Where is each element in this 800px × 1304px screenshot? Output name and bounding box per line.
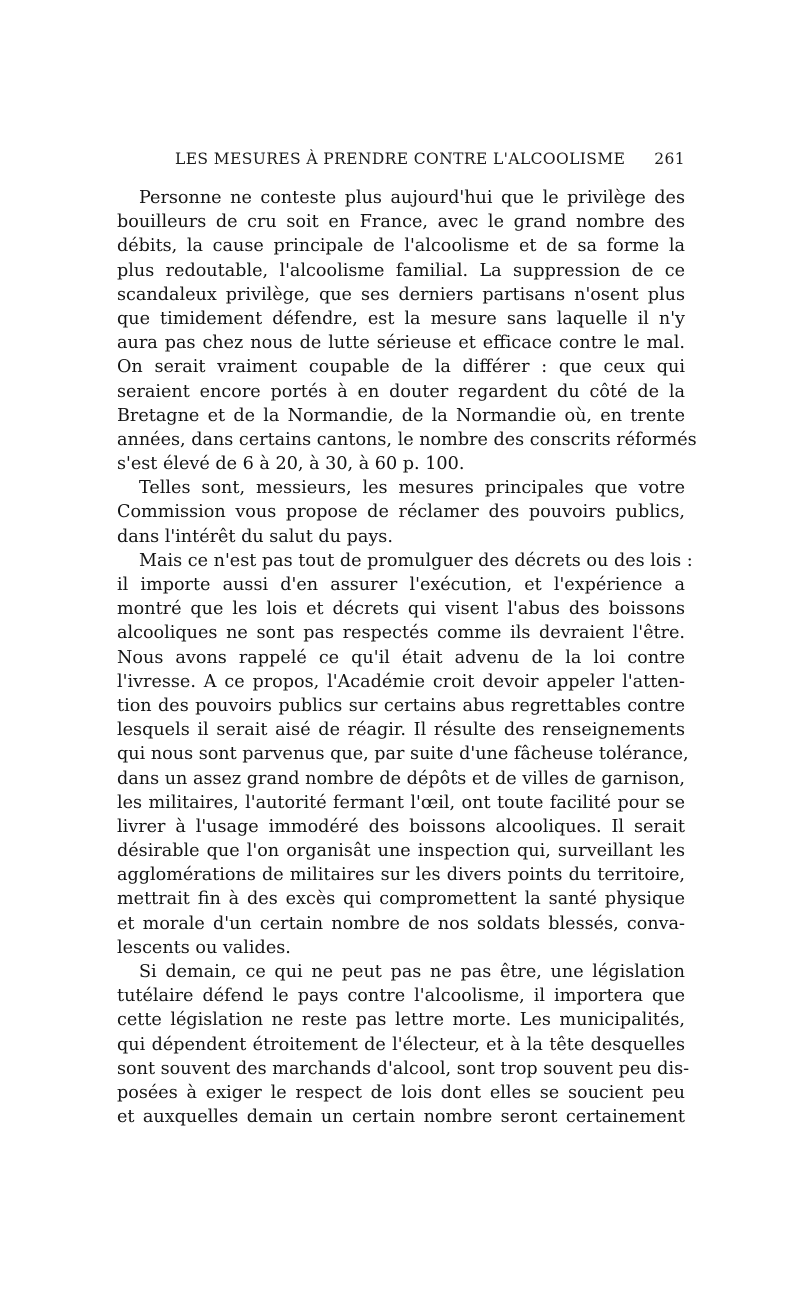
page-number: 261: [654, 150, 685, 168]
text-line: qui dépendent étroitement de l'électeur, et à la tête desquelles: [117, 1034, 685, 1055]
text-line: les militaires, l'autorité fermant l'œil, ont toute facilité pour se: [117, 792, 685, 813]
text-line: mettrait fin à des excès qui compromettent la santé physique: [117, 889, 685, 910]
text-line: plus redoutable, l'alcoolisme familial. La suppression de ce: [117, 260, 685, 281]
text-line: sont souvent des marchands d'alcool, sont trop souvent peu dis-: [117, 1058, 690, 1079]
text-line: montré que les lois et décrets qui visent l'abus des boissons: [117, 599, 685, 620]
text-line: scandaleux privilège, que ses derniers partisans n'osent plus: [117, 284, 685, 305]
text-line: posées à exiger le respect de lois dont elles se soucient peu: [117, 1082, 685, 1103]
text-line: Mais ce n'est pas tout de promulguer des décrets ou des lois :: [139, 550, 693, 571]
text-line: Si demain, ce qui ne peut pas ne pas être, une législation: [139, 962, 685, 982]
text-line: Commission vous propose de réclamer des pouvoirs publics,: [117, 502, 685, 523]
text-line: Bretagne et de la Normandie, de la Normandie où, en trente: [117, 405, 685, 426]
text-line: s'est élevé de 6 à 20, à 30, à 60 p. 100.: [117, 454, 465, 475]
text-line: et morale d'un certain nombre de nos soldats blessés, conva-: [117, 913, 685, 934]
text-line: années, dans certains cantons, le nombre des conscrits réformés: [117, 429, 697, 450]
running-head: [117, 150, 685, 174]
text-line: On serait vraiment coupable de la différer : que ceux qui: [117, 357, 685, 378]
text-line: Nous avons rappelé ce qu'il était advenu de la loi contre: [117, 647, 685, 668]
text-line: dans l'intérêt du salut du pays.: [117, 526, 393, 547]
text-line: bouilleurs de cru soit en France, avec le grand nombre des: [117, 212, 685, 233]
text-line: tion des pouvoirs publics sur certains abus regrettables contre: [117, 695, 685, 716]
text-line: Telles sont, messieurs, les mesures principales que votre: [139, 478, 685, 499]
text-line: aura pas chez nous de lutte sérieuse et efficace contre le mal.: [117, 333, 685, 354]
text-line: cette législation ne reste pas lettre morte. Les municipalités,: [117, 1010, 685, 1031]
text-line: lesquels il serait aisé de réagir. Il résulte des renseignements: [117, 720, 685, 741]
text-line: agglomérations de militaires sur les divers points du territoire,: [117, 865, 685, 886]
text-line: qui nous sont parvenus que, par suite d'une fâcheuse tolérance,: [117, 744, 689, 765]
running-title: LES MESURES À PRENDRE CONTRE L'ALCOOLISME: [175, 150, 626, 168]
text-line: débits, la cause principale de l'alcoolisme et de sa forme la: [117, 236, 685, 257]
text-line: livrer à l'usage immodéré des boissons alcooliques. Il serait: [117, 816, 685, 837]
text-line: Personne ne conteste plus aujourd'hui que le privilège des: [139, 188, 685, 208]
text-line: dans un assez grand nombre de dépôts et de villes de garnison,: [117, 768, 686, 789]
text-line: désirable que l'on organisât une inspection qui, surveillant les: [117, 841, 685, 862]
text-line: alcooliques ne sont pas respectés comme ils devraient l'être.: [117, 623, 685, 644]
text-line: l'ivresse. A ce propos, l'Académie croit devoir appeler l'atten-: [117, 671, 685, 692]
text-line: et auxquelles demain un certain nombre seront certainement: [117, 1107, 685, 1128]
text-line: seraient encore portés à en douter regardent du côté de la: [117, 381, 685, 402]
text-line: il importe aussi d'en assurer l'exécution, et l'expérience a: [117, 575, 685, 595]
body-text: [117, 186, 697, 1129]
text-line: que timidement défendre, est la mesure sans laquelle il n'y: [117, 308, 685, 329]
text-line: tutélaire défend le pays contre l'alcoolisme, il importera que: [117, 986, 685, 1007]
text-line: lescents ou valides.: [117, 937, 291, 958]
